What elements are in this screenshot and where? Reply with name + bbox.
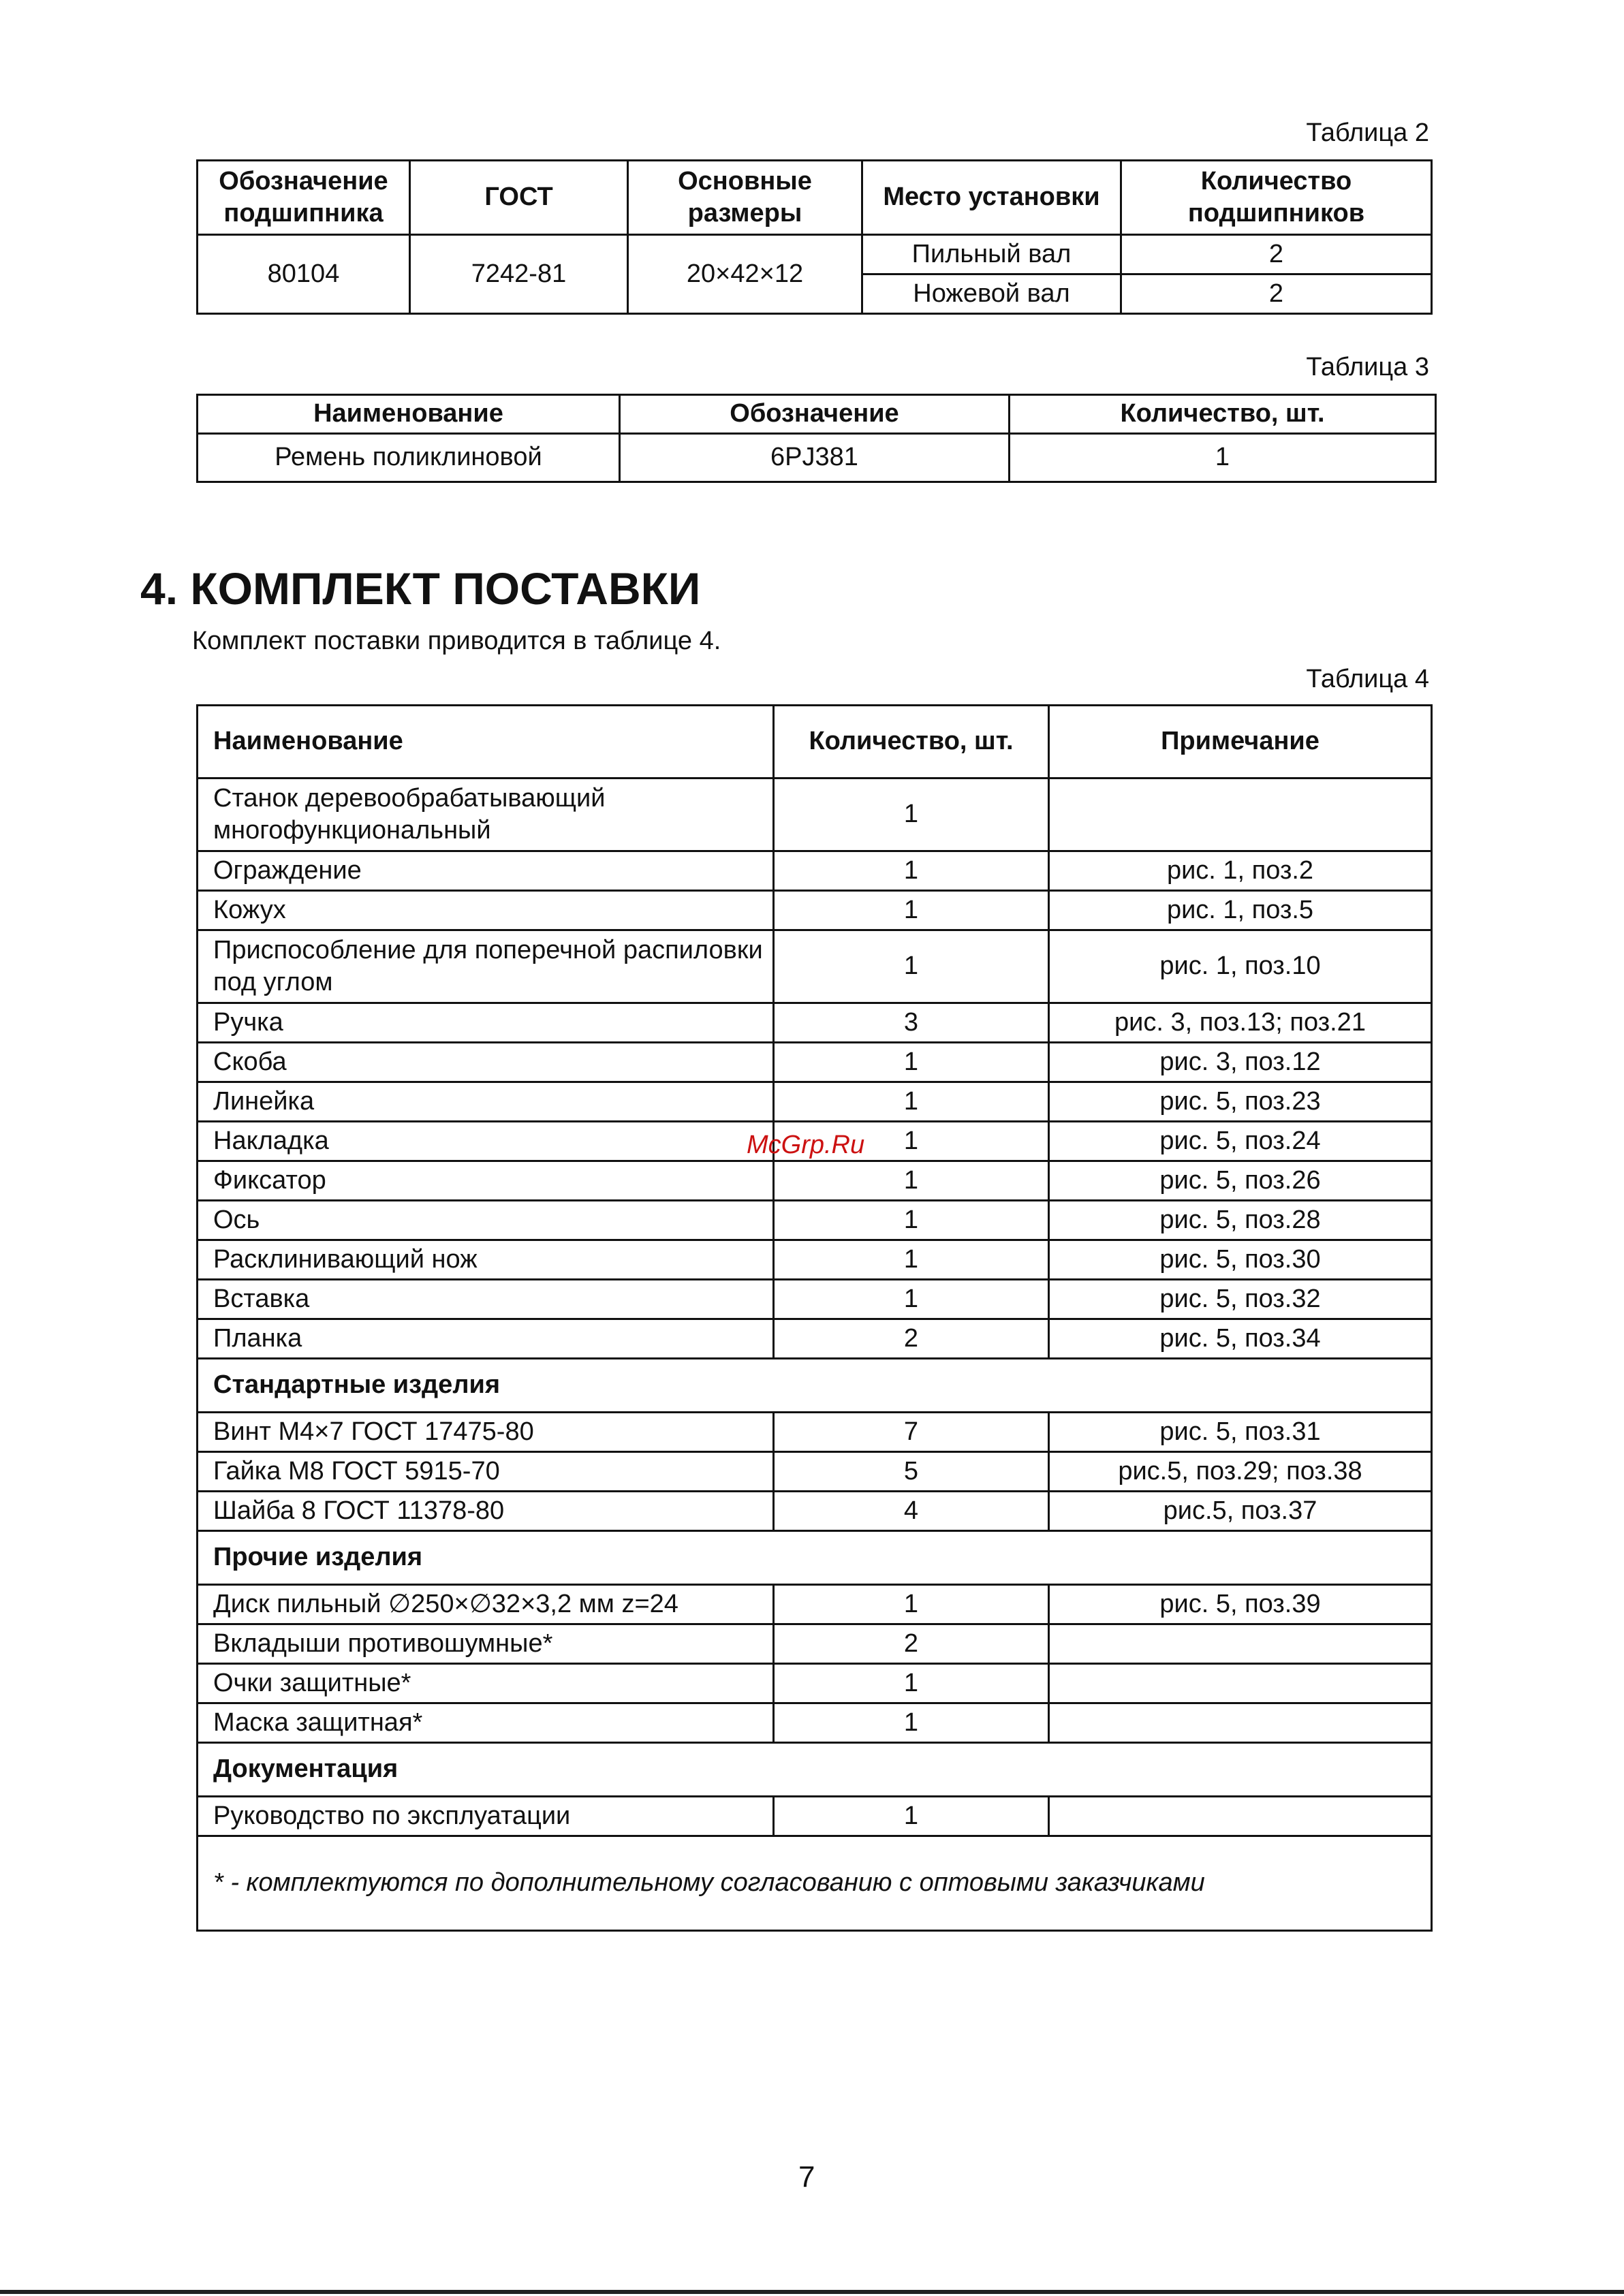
item-name: Руководство по эксплуатации	[198, 1797, 774, 1836]
item-note: рис. 1, поз.10	[1049, 930, 1432, 1003]
item-note: рис.5, поз.29; поз.38	[1049, 1452, 1432, 1492]
item-name: Ограждение	[198, 851, 774, 891]
item-name: Диск пильный ∅250×∅32×3,2 мм z=24	[198, 1585, 774, 1624]
bearing-gost: 7242-81	[410, 235, 628, 314]
item-note: рис. 5, поз.39	[1049, 1585, 1432, 1624]
item-qty: 1	[774, 1703, 1049, 1743]
install-place: Пильный вал	[862, 235, 1121, 274]
item-name: Скоба	[198, 1043, 774, 1082]
delivery-set-table	[196, 704, 1433, 1932]
section-title-other: Прочие изделия	[198, 1531, 1432, 1585]
table-row	[198, 1624, 1432, 1664]
item-qty: 1	[774, 1585, 1049, 1624]
item-qty: 1	[774, 1122, 1049, 1161]
bearing-qty: 2	[1121, 274, 1432, 314]
install-place: Ножевой вал	[862, 274, 1121, 314]
item-name: Маска защитная*	[198, 1703, 774, 1743]
header-bearing-count: Количество подшипников	[1121, 161, 1432, 235]
item-qty: 1	[774, 1161, 1049, 1201]
item-name: Приспособление для поперечной распиловки под углом	[198, 930, 774, 1003]
item-qty: 1	[774, 930, 1049, 1003]
item-qty: 5	[774, 1452, 1049, 1492]
table-row	[198, 1161, 1432, 1201]
table-row	[198, 1703, 1432, 1743]
item-qty: 1	[774, 1043, 1049, 1082]
header-qty: Количество, шт.	[774, 706, 1049, 779]
section-intro: Комплект поставки приводится в таблице 4.	[192, 627, 721, 655]
item-note: рис. 5, поз.24	[1049, 1122, 1432, 1161]
item-qty: 1	[774, 851, 1049, 891]
item-note: рис. 1, поз.2	[1049, 851, 1432, 891]
item-name: Станок деревообрабатывающий многофункциональный	[198, 779, 774, 851]
item-name: Винт М4×7 ГОСТ 17475-80	[198, 1413, 774, 1452]
table-row	[198, 1043, 1432, 1082]
table-row	[198, 1003, 1432, 1043]
table2-caption: Таблица 2	[1306, 119, 1429, 147]
item-note	[1049, 1797, 1432, 1836]
table-row	[198, 1664, 1432, 1703]
table-row	[198, 1452, 1432, 1492]
table-row	[198, 1280, 1432, 1319]
watermark: McGrp.Ru	[747, 1131, 865, 1159]
item-note: рис. 5, поз.34	[1049, 1319, 1432, 1359]
item-note	[1049, 779, 1432, 851]
header-bearing-designation: Обозначение подшипника	[198, 161, 410, 235]
item-note: рис. 3, поз.12	[1049, 1043, 1432, 1082]
item-note	[1049, 1703, 1432, 1743]
item-name: Вставка	[198, 1280, 774, 1319]
table-row	[198, 851, 1432, 891]
page-number: 7	[798, 2160, 815, 2194]
table-row	[198, 1240, 1432, 1280]
item-name: Шайба 8 ГОСТ 11378-80	[198, 1492, 774, 1531]
item-note: рис. 3, поз.13; поз.21	[1049, 1003, 1432, 1043]
item-qty: 2	[774, 1624, 1049, 1664]
item-note	[1049, 1624, 1432, 1664]
table-row	[198, 434, 1436, 482]
item-name: Ручка	[198, 1003, 774, 1043]
belt-qty: 1	[1010, 434, 1436, 482]
table-header-row	[198, 395, 1436, 434]
table-row	[198, 1082, 1432, 1122]
item-name: Кожух	[198, 891, 774, 930]
item-qty: 3	[774, 1003, 1049, 1043]
table-row	[198, 1585, 1432, 1624]
item-note: рис.5, поз.37	[1049, 1492, 1432, 1531]
table-row	[198, 1797, 1432, 1836]
table-row	[198, 1492, 1432, 1531]
item-note: рис. 5, поз.30	[1049, 1240, 1432, 1280]
item-note: рис. 1, поз.5	[1049, 891, 1432, 930]
section-title-docs: Документация	[198, 1743, 1432, 1797]
item-qty: 1	[774, 1082, 1049, 1122]
item-qty: 1	[774, 1280, 1049, 1319]
item-name: Фиксатор	[198, 1161, 774, 1201]
item-qty: 1	[774, 1797, 1049, 1836]
item-qty: 1	[774, 1664, 1049, 1703]
item-qty: 1	[774, 1201, 1049, 1240]
item-name: Расклинивающий нож	[198, 1240, 774, 1280]
table-row	[198, 1413, 1432, 1452]
item-qty: 1	[774, 891, 1049, 930]
item-name: Ось	[198, 1201, 774, 1240]
bottom-border	[0, 2290, 1624, 2294]
header-install-place: Место установки	[862, 161, 1121, 235]
table-header-row	[198, 161, 1432, 235]
belt-name: Ремень поликлиновой	[198, 434, 620, 482]
bearings-table	[196, 159, 1433, 315]
table-row	[198, 891, 1432, 930]
section-row-other	[198, 1531, 1432, 1585]
header-note: Примечание	[1049, 706, 1432, 779]
section-title-standard: Стандартные изделия	[198, 1359, 1432, 1413]
item-name: Линейка	[198, 1082, 774, 1122]
section-heading: 4. КОМПЛЕКТ ПОСТАВКИ	[140, 563, 701, 614]
header-gost: ГОСТ	[410, 161, 628, 235]
item-note: рис. 5, поз.31	[1049, 1413, 1432, 1452]
item-name: Планка	[198, 1319, 774, 1359]
belt-table	[196, 394, 1437, 483]
item-note: рис. 5, поз.32	[1049, 1280, 1432, 1319]
table-row	[198, 779, 1432, 851]
item-qty: 7	[774, 1413, 1049, 1452]
header-name: Наименование	[198, 706, 774, 779]
table-row	[198, 1319, 1432, 1359]
footnote-row	[198, 1836, 1432, 1931]
header-qty: Количество, шт.	[1010, 395, 1436, 434]
item-name: Накладка	[198, 1122, 774, 1161]
item-qty: 4	[774, 1492, 1049, 1531]
table-row	[198, 930, 1432, 1003]
item-note	[1049, 1664, 1432, 1703]
table3-caption: Таблица 3	[1306, 353, 1429, 381]
bearing-qty: 2	[1121, 235, 1432, 274]
bearing-dimensions: 20×42×12	[628, 235, 862, 314]
footnote: * - комплектуются по дополнительному согласованию с оптовыми заказчиками	[198, 1836, 1432, 1931]
table4-caption: Таблица 4	[1306, 665, 1429, 693]
header-code: Обозначение	[620, 395, 1010, 434]
belt-code: 6PJ381	[620, 434, 1010, 482]
item-note: рис. 5, поз.23	[1049, 1082, 1432, 1122]
item-name: Гайка М8 ГОСТ 5915-70	[198, 1452, 774, 1492]
table-row	[198, 1201, 1432, 1240]
bearing-designation: 80104	[198, 235, 410, 314]
item-qty: 2	[774, 1319, 1049, 1359]
item-note: рис. 5, поз.26	[1049, 1161, 1432, 1201]
item-note: рис. 5, поз.28	[1049, 1201, 1432, 1240]
item-name: Вкладыши противошумные*	[198, 1624, 774, 1664]
item-qty: 1	[774, 779, 1049, 851]
section-row-standard	[198, 1359, 1432, 1413]
header-name: Наименование	[198, 395, 620, 434]
item-name: Очки защитные*	[198, 1664, 774, 1703]
table-header-row	[198, 706, 1432, 779]
item-qty: 1	[774, 1240, 1049, 1280]
header-dimensions: Основные размеры	[628, 161, 862, 235]
table-row	[198, 235, 1432, 274]
section-row-docs	[198, 1743, 1432, 1797]
